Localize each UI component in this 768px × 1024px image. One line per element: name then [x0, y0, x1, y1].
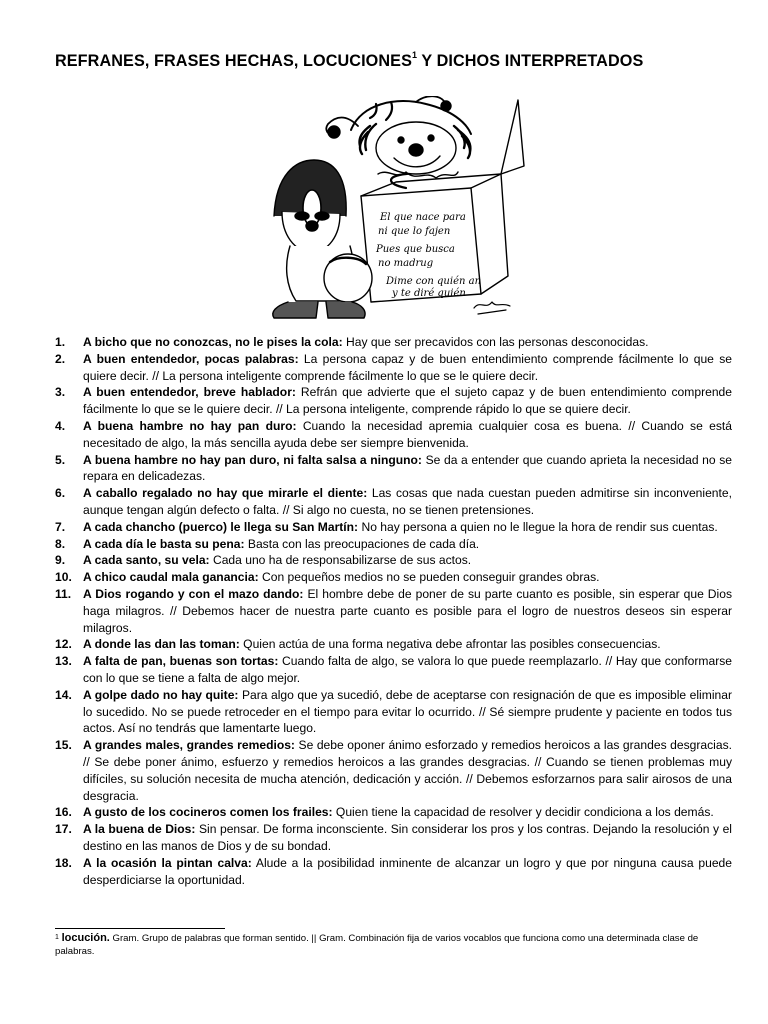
item-number: 6.: [55, 486, 66, 501]
caption-line-2: ni que lo fajen: [378, 226, 451, 237]
proverb-meaning: Se debe oponer ánimo esforzado y remedios heroicos a las grandes desgracias. // Se debe poner ánimo, esfuerzo y remedios heroicos a las grandes desgracias. // Cuando se tienen problemas muy difíciles, su solución necesita de mucha atención, dedicación y acción. // Debemos esforzarnos para salir airosos de una desgracia.: [83, 738, 732, 803]
title-text: REFRANES, FRASES HECHAS, LOCUCIONES: [55, 52, 412, 70]
proverb-meaning: Basta con las preocupaciones de cada día.: [244, 536, 480, 551]
proverb-meaning: No hay persona a quien no le llegue la hora de rendir sus cuentas.: [358, 519, 718, 534]
proverb-term: A Dios rogando y con el mazo dando:: [83, 586, 304, 601]
list-item: [55, 636, 732, 653]
proverb-term: A la buena de Dios:: [83, 822, 196, 837]
proverb-meaning: Refrán que advierte que el sujeto capaz y de buen entendimiento comprende fácilmente lo que se le quiere decir. // La persona inteligente, comprende rápido lo que se quiere decir.: [83, 385, 732, 417]
list-item: [55, 687, 732, 737]
footnote-divider: [55, 928, 225, 929]
list-item: [55, 351, 732, 385]
item-number: 11.: [55, 586, 72, 601]
item-number: 9.: [55, 553, 66, 568]
list-item: [55, 418, 732, 452]
footnote-marker: 1: [55, 934, 59, 941]
item-number: 17.: [55, 822, 72, 837]
caption-line-6: y te diré quién: [392, 288, 466, 299]
item-number: 1.: [55, 335, 66, 349]
list-item: [55, 552, 732, 569]
list-item: [55, 536, 732, 553]
item-number: 2.: [55, 351, 66, 366]
proverb-list: [55, 334, 732, 888]
proverb-term: A caballo regalado no hay que mirarle el diente:: [83, 486, 368, 501]
proverb-meaning: Con pequeños medios no se pueden conseguir grandes obras.: [258, 570, 600, 585]
caption-line-4: no madrug: [378, 258, 434, 269]
footnote: [55, 932, 735, 958]
proverb-meaning: Para algo que ya sucedió, debe de aceptarse con resignación de que es imposible eliminar lo sucedido. No se puede retroceder en el tiempo para evitar lo ocurrido. // Sé siempre prudente y paciente en todos tus actos. Así no tendrás que lamentarte luego.: [83, 687, 732, 736]
page-title: [55, 52, 735, 71]
caption-line-3: Pues que busca: [376, 244, 455, 255]
proverb-meaning: El hombre debe de poner de su parte cuanto es posible, sin esperar que Dios haga milagros. // Debemos hacer de nuestra parte cuanto es posible para el logro de nuestros deseos sin esperar milagros.: [83, 586, 732, 635]
item-number: 10.: [55, 570, 72, 585]
proverb-meaning: Cada uno ha de responsabilizarse de sus actos.: [209, 553, 472, 568]
list-item: [55, 821, 732, 855]
jester-drawing: [266, 96, 526, 322]
item-number: 13.: [55, 654, 72, 669]
proverb-term: A cada chancho (puerco) le llega su San Martín:: [83, 519, 359, 534]
list-item: [55, 586, 732, 636]
proverb-term: A gusto de los cocineros comen los frailes:: [83, 805, 333, 820]
proverb-term: A chico caudal mala ganancia:: [83, 570, 259, 585]
proverb-term: A golpe dado no hay quite:: [83, 687, 239, 702]
item-number: 5.: [55, 452, 66, 467]
jester-illustration: [266, 96, 526, 322]
proverb-meaning: Quien tiene la capacidad de resolver y decidir condiciona a los demás.: [332, 805, 714, 820]
list-item: [55, 452, 732, 486]
proverb-meaning: Sin pensar. De forma inconsciente. Sin considerar los pros y los contras. Dejando la resolución y el destino en las manos de Dios y de su bondad.: [83, 822, 732, 853]
item-number: 15.: [55, 738, 72, 753]
proverb-term: A bicho que no conozcas, no le pises la cola:: [83, 335, 343, 349]
caption-line-1: El que nace para: [380, 212, 466, 223]
proverb-meaning: Cuando falta de algo, se valora lo que puede reemplazarlo. // Hay que conformarse con lo que se tiene a falta de algo mejor.: [83, 654, 732, 685]
footnote-ref: 1: [411, 50, 418, 60]
proverb-term: A buena hambre no hay pan duro:: [83, 418, 297, 433]
proverb-meaning: Hay que ser precavidos con las personas desconocidas.: [342, 335, 649, 349]
list-item: [55, 519, 732, 536]
proverb-meaning: Cuando la necesidad apremia cualquier cosa es buena. // Cuando se está necesitado de algo, la más sencilla ayuda debe ser siempre bienvenida.: [83, 418, 732, 450]
caption-line-5: Dime con quién an: [386, 276, 482, 287]
proverb-term: A donde las dan las toman:: [83, 637, 240, 652]
item-number: 14.: [55, 687, 72, 702]
list-item: [55, 384, 732, 418]
item-number: 3.: [55, 385, 66, 400]
proverb-term: A buen entendedor, pocas palabras:: [83, 351, 299, 366]
proverb-meaning: Las cosas que nada cuestan pueden admitirse sin inconveniente, aunque tengan algún defecto o falta. // Si algo no cuesta, no se tienen pretensiones.: [83, 486, 732, 517]
list-item: [55, 569, 732, 586]
list-item: [55, 737, 732, 804]
proverb-meaning: Quien actúa de una forma negativa debe afrontar las posibles consecuencias.: [239, 637, 661, 652]
item-number: 4.: [55, 418, 66, 433]
proverb-term: A grandes males, grandes remedios:: [83, 738, 295, 753]
proverb-term: A cada día le basta su pena:: [83, 536, 245, 551]
proverb-meaning: La persona capaz y de buen entendimiento comprende fácilmente lo que se quiere decir. // La persona inteligente comprende fácilmente lo que se le quiere decir.: [83, 351, 732, 383]
footnote-text: Gram. Grupo de palabras que forman sentido. || Gram. Combinación fija de varios vocablos que funciona como una determinada clase de palabras.: [55, 933, 699, 957]
item-number: 16.: [55, 805, 72, 820]
proverb-term: A la ocasión la pintan calva:: [83, 855, 252, 870]
item-number: 7.: [55, 519, 66, 534]
proverb-term: A falta de pan, buenas son tortas:: [83, 654, 279, 669]
proverb-term: A buen entendedor, breve hablador:: [83, 385, 296, 400]
list-item: [55, 485, 732, 519]
list-item: [55, 653, 732, 687]
item-number: 8.: [55, 536, 66, 551]
item-number: 18.: [55, 855, 72, 870]
proverb-term: A cada santo, su vela:: [83, 553, 210, 568]
item-number: 12.: [55, 637, 72, 652]
proverb-meaning: Se da a entender que cuando aprieta la necesidad no se repara en delicadezas.: [83, 452, 732, 484]
footnote-term: locución.: [61, 932, 110, 944]
list-item: [55, 334, 732, 351]
proverb-meaning: Alude a la posibilidad inminente de alcanzar un logro y que por ninguna causa puede desperdiciarse la oportunidad.: [83, 855, 733, 887]
list-item: [55, 855, 732, 889]
proverb-term: A buena hambre no hay pan duro, ni falta salsa a ninguno:: [83, 452, 422, 467]
title-rest: Y DICHOS INTERPRETADOS: [417, 52, 644, 70]
list-item: [55, 804, 732, 821]
